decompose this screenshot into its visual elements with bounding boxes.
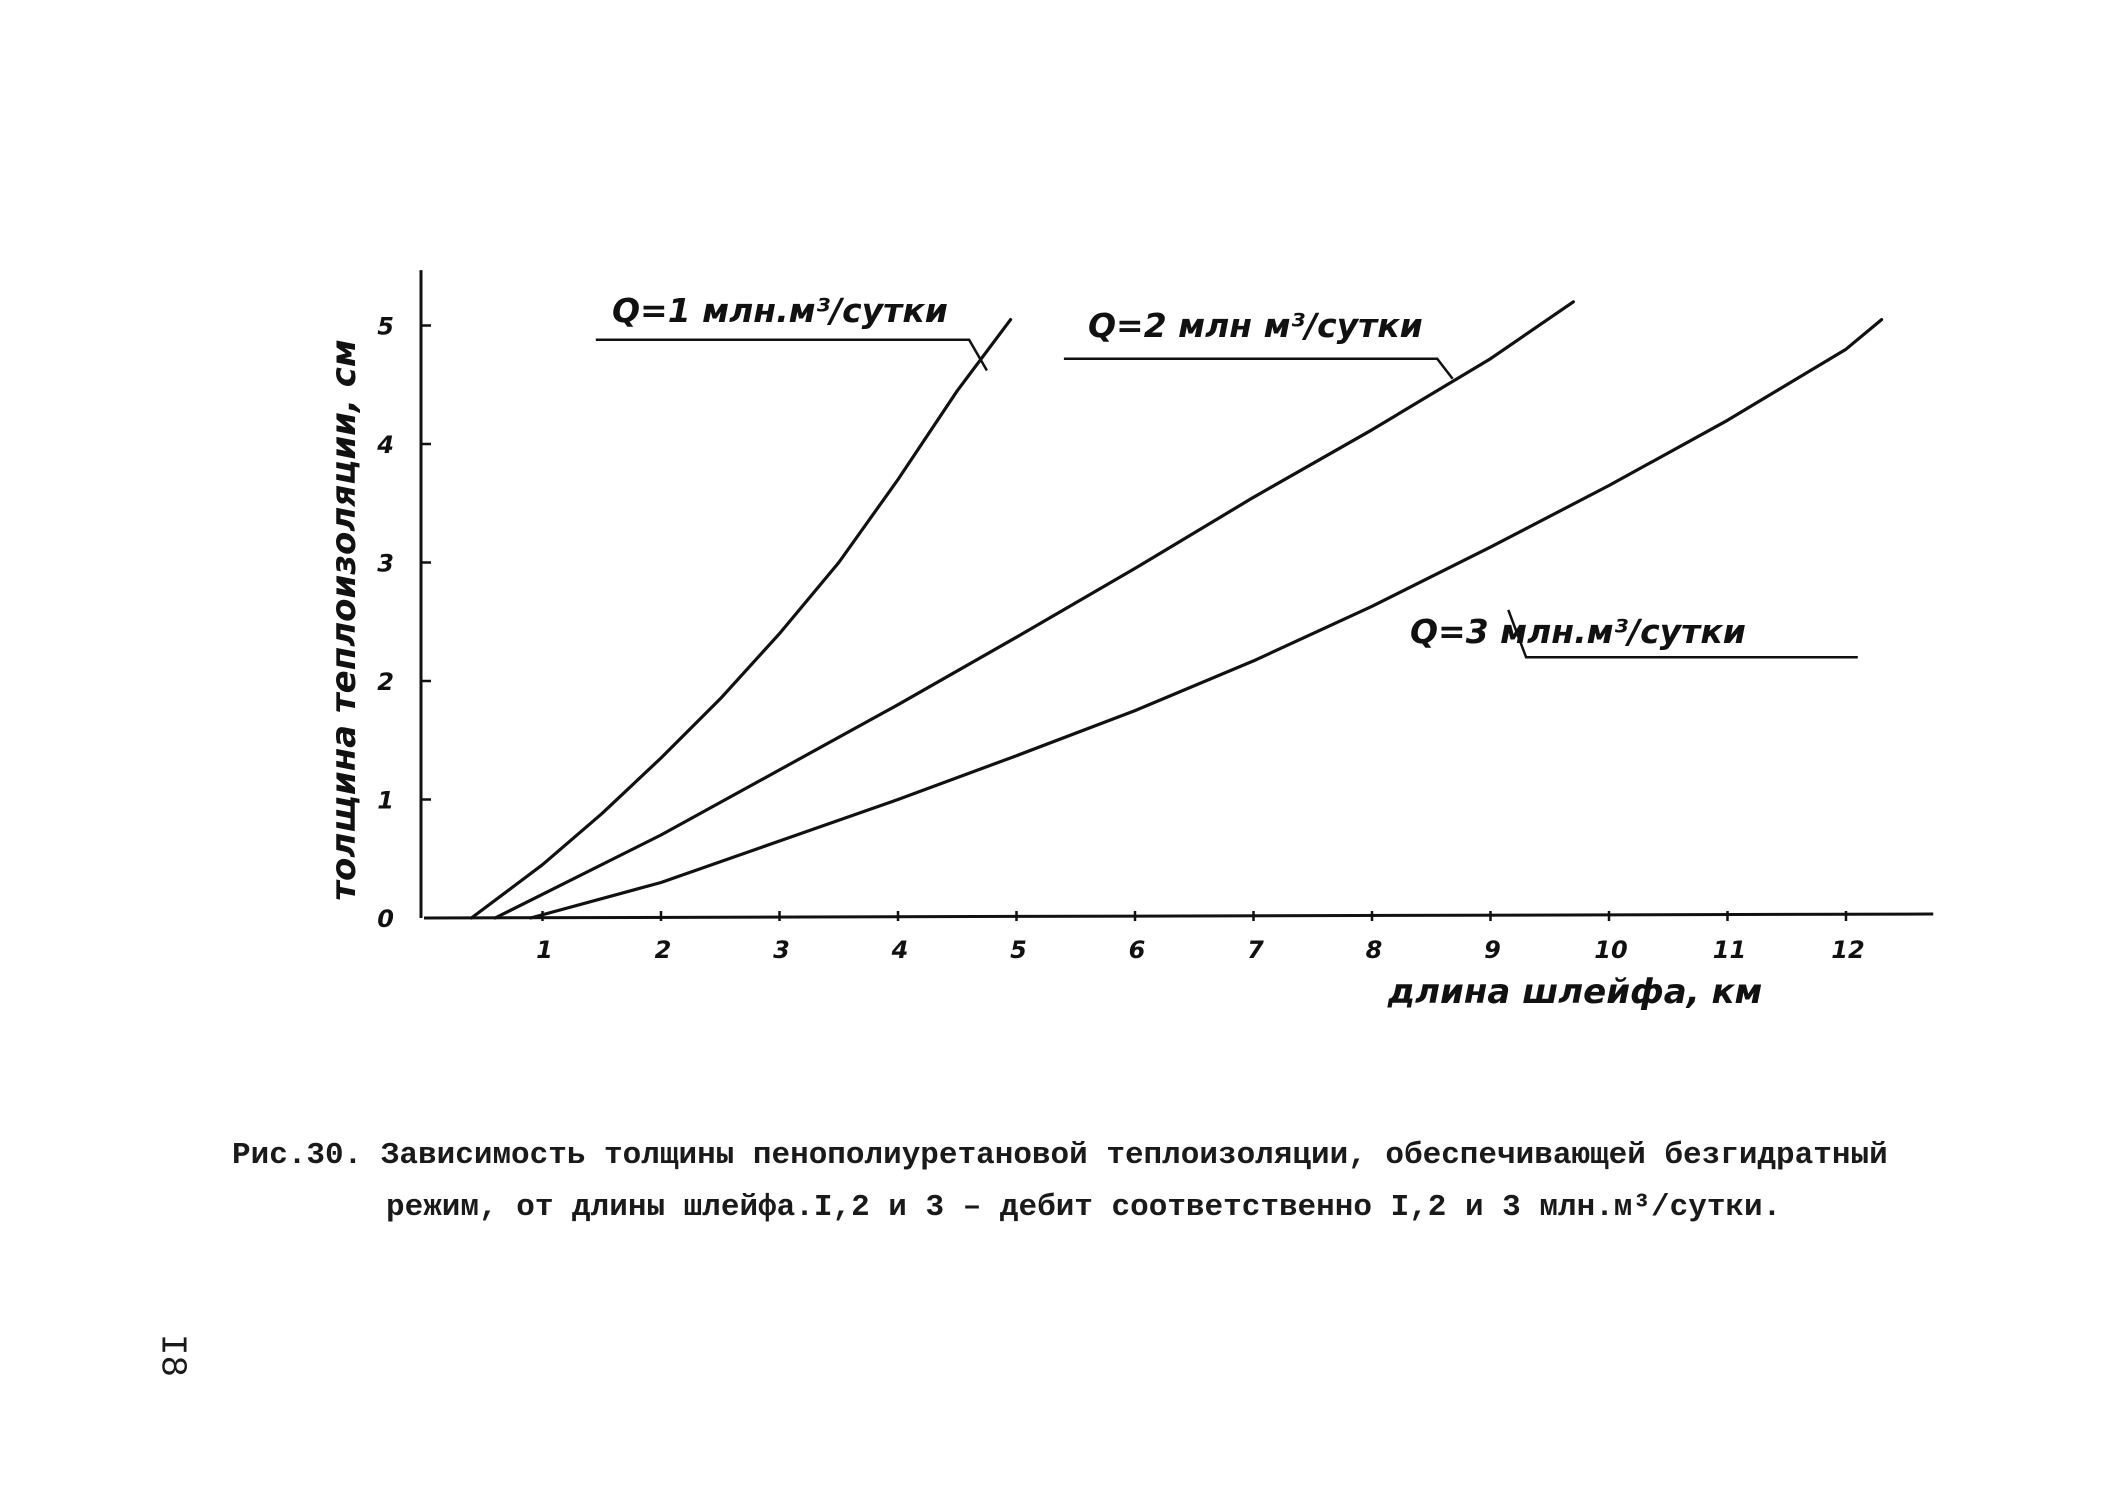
x-axis-title: длина шлейфа, км: [1387, 972, 1763, 1012]
x-tick-label: 9: [1484, 936, 1501, 964]
x-tick-label: 3: [773, 936, 790, 964]
series-line-q1: [471, 320, 1010, 918]
series-lines: [471, 302, 1881, 918]
x-axis-line: [424, 914, 1933, 918]
y-tick-label: 3: [377, 549, 394, 578]
x-ticks: [536, 911, 1865, 964]
caption-line-2: режим, от длины шлейфа.I,2 и 3 – дебит соответственно I,2 и 3 млн.м³/сутки.: [386, 1190, 1782, 1225]
y-tick-label: 2: [377, 668, 394, 696]
leader-q2: [1064, 359, 1453, 379]
series-line-q2: [495, 302, 1573, 918]
series-label-q2: Q=2 млн м³/сутки: [1088, 306, 1423, 345]
x-tick-label: 5: [1010, 936, 1027, 964]
y-tick-label: 1: [377, 786, 394, 815]
x-tick-label: 8: [1365, 936, 1383, 964]
y-tick-label: 4: [377, 431, 394, 459]
page-number: I8: [151, 1333, 193, 1378]
caption-line-1: Рис.30. Зависимость толщины пенополиуретановой теплоизоляции, обеспечивающей безгидратный: [232, 1138, 1888, 1173]
series-label-q1: Q=1 млн.м³/сутки: [612, 291, 948, 330]
series-label-leaders: [596, 340, 1858, 658]
x-tick-label: 4: [891, 936, 909, 964]
x-tick-label: 7: [1247, 936, 1264, 964]
axes: [421, 270, 1933, 918]
y-tick-label: 5: [377, 312, 394, 341]
figure-caption: [232, 1130, 1992, 1234]
x-tick-label: 11: [1712, 936, 1747, 964]
x-tick-label: 1: [536, 936, 553, 964]
x-tick-label: 12: [1831, 936, 1865, 964]
series-label-q3: Q=3 млн.м³/сутки: [1410, 612, 1746, 651]
y-tick-label: 0: [377, 905, 394, 933]
y-axis-title: толщина теплоизоляции, см: [324, 339, 364, 901]
y-ticks: [376, 313, 431, 934]
leader-q1: [596, 340, 987, 371]
x-tick-label: 10: [1594, 936, 1628, 964]
x-tick-label: 2: [654, 936, 672, 964]
x-tick-label: 6: [1128, 936, 1146, 964]
